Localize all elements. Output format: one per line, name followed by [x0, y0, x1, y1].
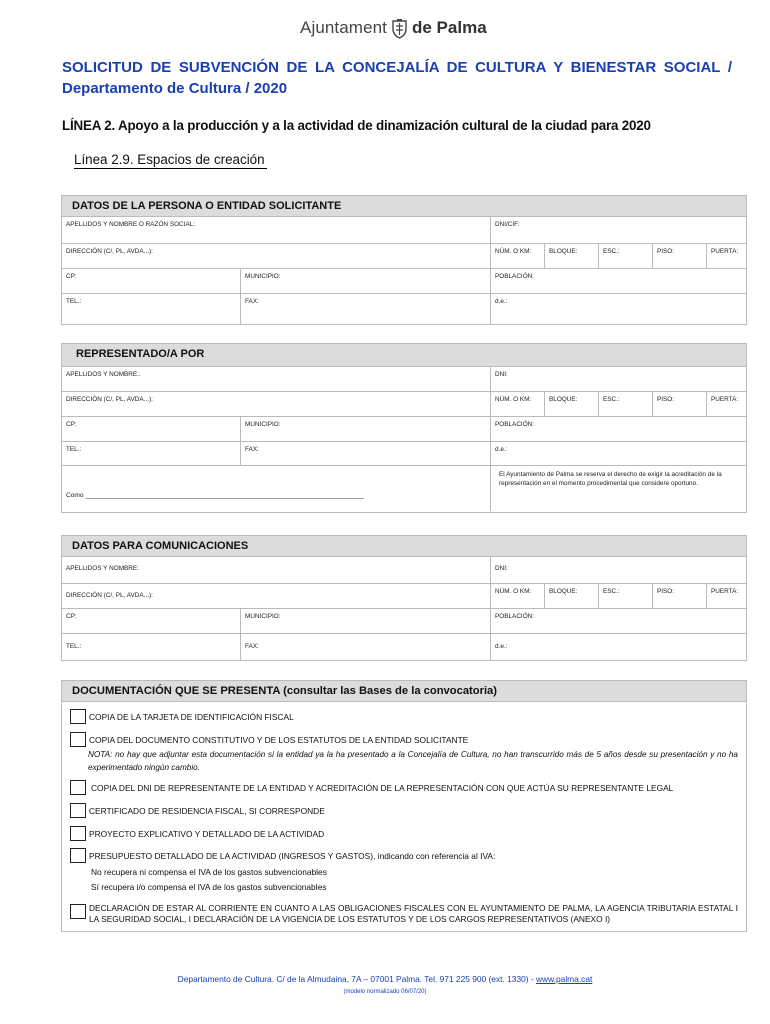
- representado-heading: REPRESENTADO/A POR: [62, 344, 746, 367]
- com-apellidos-field[interactable]: APELLIDOS Y NOMBRE:: [62, 557, 491, 583]
- piso-field[interactable]: PISO:: [653, 244, 707, 268]
- esc-field[interactable]: ESC.:: [599, 244, 653, 268]
- como-field[interactable]: Como ____________________________________________________________________________: [62, 466, 491, 511]
- checkbox-proyecto[interactable]: [70, 826, 86, 841]
- checkbox-dni-representante[interactable]: [70, 780, 86, 795]
- com-piso-field[interactable]: PISO:: [653, 584, 707, 608]
- bloque-field[interactable]: BLOQUE:: [545, 244, 599, 268]
- rep-bloque-field[interactable]: BLOQUE:: [545, 392, 599, 416]
- rep-fax-field[interactable]: FAX:: [241, 442, 491, 465]
- com-tel-field[interactable]: TEL.:: [62, 634, 241, 660]
- rep-tel-field[interactable]: TEL.:: [62, 442, 241, 465]
- rep-direccion-field[interactable]: DIRECCIÓN (C/, PL, AVDA...):: [62, 392, 491, 416]
- checkbox-estatutos[interactable]: [70, 732, 86, 747]
- doc-label-declaracion: DECLARACIÓN DE ESTAR AL CORRIENTE EN CUANTO A LAS OBLIGACIONES FISCALES CON EL AYUNTAMIENTO DE PALMA, LA AGENCIA TRIBUTARIA ESTATAL I LA SEGURIDAD SOCIAL, I DECLARACIÓN DE LA VIGENCIA DE LOS ESTATUTOS Y DE LOS CARGOS REPRESENTATIVOS (ANEXO I): [89, 903, 738, 924]
- representacion-notice: El Ayuntamiento de Palma se reserva el derecho de exigir la acreditación de la representación en el momento procedimental que considere oportuno.: [499, 471, 722, 487]
- comunicaciones-row-1: [62, 557, 746, 584]
- rep-poblacion-field[interactable]: POBLACIÓN:: [495, 421, 535, 428]
- checkbox-declaracion[interactable]: [70, 904, 86, 919]
- com-dni-field[interactable]: DNI:: [495, 565, 508, 572]
- comunicaciones-row-4: [62, 634, 746, 660]
- com-cp-field[interactable]: CP:: [62, 609, 241, 633]
- municipio-field[interactable]: MUNICIPIO:: [241, 269, 491, 293]
- rep-apellidos-field[interactable]: APELLIDOS Y NOMBRE:.: [62, 367, 491, 391]
- documentacion-section: [61, 680, 747, 932]
- comunicaciones-row-2: [62, 584, 746, 609]
- doc-item-estatutos: [62, 732, 746, 747]
- doc-label-presupuesto: PRESUPUESTO DETALLADO DE LA ACTIVIDAD (INGRESOS Y GASTOS), indicando con referencia al IVA:: [89, 851, 496, 861]
- solicitante-row-1: [62, 217, 746, 244]
- representado-row-5: [62, 466, 746, 511]
- solicitante-row-4: [62, 294, 746, 324]
- sublinea-heading: Línea 2.9. Espacios de creación: [74, 152, 267, 169]
- com-puerta-field[interactable]: PUERTA:: [711, 588, 739, 595]
- apellidos-field[interactable]: APELLIDOS Y NOMBRE O RAZÓN SOCIAL:: [62, 217, 491, 243]
- solicitante-heading: DATOS DE LA PERSONA O ENTIDAD SOLICITANTE: [62, 196, 746, 217]
- footer-address: Departamento de Cultura. C/ de la Almudaina, 7A – 07001 Palma. Tel. 971 225 900 (ext. 1330) -: [177, 974, 536, 984]
- representado-row-2: [62, 392, 746, 417]
- puerta-field[interactable]: PUERTA:: [711, 248, 739, 255]
- crest-icon: [391, 18, 408, 39]
- rep-esc-field[interactable]: ESC.:: [599, 392, 653, 416]
- logo-text-ajuntament: Ajuntament: [300, 18, 387, 37]
- representado-row-1: [62, 367, 746, 392]
- doc-label-residencia-fiscal: CERTIFICADO DE RESIDENCIA FISCAL, SI CORRESPONDE: [89, 806, 325, 816]
- tel-field[interactable]: TEL.:: [62, 294, 241, 324]
- solicitante-row-2: [62, 244, 746, 269]
- com-email-field[interactable]: d.e.:: [495, 643, 508, 650]
- rep-dni-field[interactable]: DNI:: [495, 371, 508, 378]
- rep-email-field[interactable]: d.e.:: [495, 446, 508, 453]
- com-municipio-field[interactable]: MUNICIPIO:: [241, 609, 491, 633]
- representado-section: [61, 343, 747, 513]
- footer: [0, 974, 770, 984]
- footer-model: (modelo normalizado 06/07/20): [343, 989, 427, 995]
- rep-cp-field[interactable]: CP:: [62, 417, 241, 441]
- solicitante-section: [61, 195, 747, 325]
- com-poblacion-field[interactable]: POBLACIÓN:: [495, 613, 535, 620]
- com-direccion-field[interactable]: DIRECCIÓN (C/, PL, AVDA...):: [62, 584, 491, 608]
- comunicaciones-heading: DATOS PARA COMUNICACIONES: [62, 536, 746, 557]
- doc-label-proyecto: PROYECTO EXPLICATIVO Y DETALLADO DE LA ACTIVIDAD: [89, 829, 325, 839]
- checkbox-residencia-fiscal[interactable]: [70, 803, 86, 818]
- representado-row-3: [62, 417, 746, 442]
- doc-item-residencia-fiscal: [62, 803, 746, 823]
- solicitante-row-3: [62, 269, 746, 294]
- doc-item-declaracion: [62, 900, 746, 925]
- doc-label-dni-representante: COPIA DEL DNI DE REPRESENTANTE DE LA ENTIDAD Y ACREDITACIÓN DE LA REPRESENTACIÓN CON QUE ACTÚA SU REPRESENTANTE LEGAL: [91, 783, 674, 793]
- cp-field[interactable]: CP:: [62, 269, 241, 293]
- representado-row-4: [62, 442, 746, 466]
- direccion-field[interactable]: DIRECCIÓN (C/, PL, AVDA...):: [62, 244, 491, 268]
- com-esc-field[interactable]: ESC.:: [599, 584, 653, 608]
- linea-heading: LÍNEA 2. Apoyo a la producción y a la actividad de dinamización cultural de la ciudad para 2020: [62, 118, 651, 133]
- rep-puerta-field[interactable]: PUERTA:: [711, 396, 739, 403]
- doc-item-presupuesto: [62, 848, 746, 864]
- comunicaciones-row-3: [62, 609, 746, 634]
- poblacion-field[interactable]: POBLACIÓN:: [495, 273, 535, 280]
- documentacion-heading: DOCUMENTACIÓN QUE SE PRESENTA (consultar las Bases de la convocatoria): [62, 681, 746, 702]
- doc-label-tarjeta-fiscal: COPIA DE LA TARJETA DE IDENTIFICACIÓN FISCAL: [89, 712, 294, 722]
- checkbox-presupuesto[interactable]: [70, 848, 86, 863]
- com-fax-field[interactable]: FAX:: [241, 634, 491, 660]
- num-field[interactable]: NÚM. O KM:: [491, 244, 545, 268]
- doc-item-tarjeta-fiscal: [62, 709, 746, 729]
- iva-option-no[interactable]: No recupera ni compensa el IVA de los gastos subvencionables: [91, 867, 327, 877]
- page-title: SOLICITUD DE SUBVENCIÓN DE LA CONCEJALÍA DE CULTURA Y BIENESTAR SOCIAL / Departamento de Cultura / 2020: [62, 59, 732, 97]
- rep-municipio-field[interactable]: MUNICIPIO:: [241, 417, 491, 441]
- doc-item-proyecto: [62, 826, 746, 846]
- email-field[interactable]: d.e.:: [495, 298, 508, 305]
- footer-link[interactable]: www.palma.cat: [536, 974, 593, 984]
- dni-field[interactable]: DNI/CIF:: [495, 221, 520, 228]
- doc-item-dni-representante: [62, 780, 746, 800]
- com-bloque-field[interactable]: BLOQUE:: [545, 584, 599, 608]
- doc-label-estatutos: COPIA DEL DOCUMENTO CONSTITUTIVO Y DE LOS ESTATUTOS DE LA ENTIDAD SOLICITANTE: [89, 735, 469, 745]
- ajuntament-logo: [300, 16, 487, 40]
- checkbox-tarjeta-fiscal[interactable]: [70, 709, 86, 724]
- comunicaciones-section: [61, 535, 747, 661]
- logo-text-palma: de Palma: [412, 18, 487, 37]
- fax-field[interactable]: FAX:: [241, 294, 491, 324]
- rep-num-field[interactable]: NÚM. O KM:: [491, 392, 545, 416]
- doc-nota: NOTA: no hay que adjuntar esta documentación si la entidad ya la ha presentado a la Concejalía de Cultura, no han transcurrido más de 5 años desde su presentación y no ha experimentado ningún cambio.: [88, 750, 738, 772]
- com-num-field[interactable]: NÚM. O KM:: [491, 584, 545, 608]
- rep-piso-field[interactable]: PISO:: [653, 392, 707, 416]
- iva-option-si[interactable]: Sí recupera i/o compensa el IVA de los gastos subvencionables: [91, 882, 327, 892]
